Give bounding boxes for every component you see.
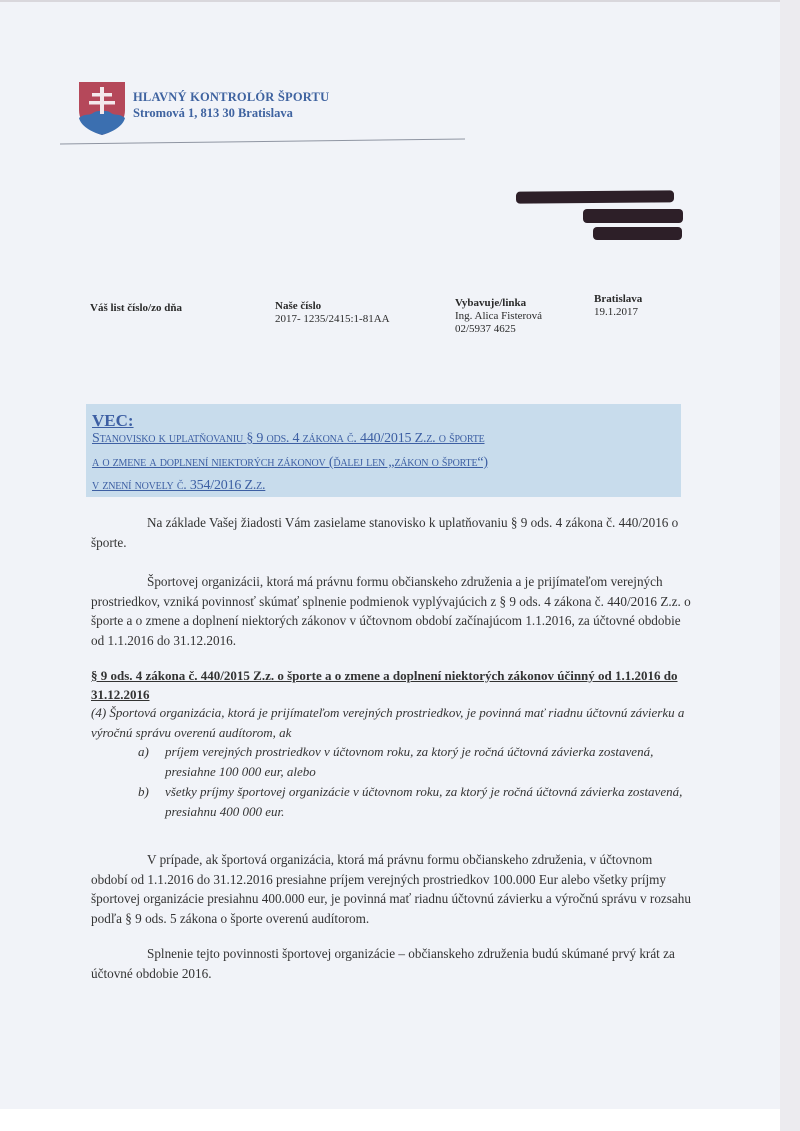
scan-edge-right [780,0,800,1131]
redacted-recipient-line-2 [583,209,683,223]
our-number-label: Naše číslo [275,300,322,312]
subject-line-2: a o zmene a doplnení niektorých zákonov (ďalej len „zákon o športe“) [92,455,488,470]
redacted-recipient-line-3 [593,227,682,240]
handled-by-label: Vybavuje/linka [455,297,527,309]
paragraph-conclusion: V prípade, ak športová organizácia, ktorá má právnu formu občianskeho združenia, v účtovnom období od 1.1.2016 do 31.12.2016 presiahne príjem verejných prostriedkov 100.000 Eur alebo všetky príjmy športovej organizácie presiahnu 400.000 eur, je povinná mať riadnu účtovnú závierku a výročnú správu v rozsahu podľa § 9 ods. 5 zákona o športe overenú audítorom. [91,852,691,926]
law-text: (4) Športová organizácia, ktorá je prijímateľom verejných prostriedkov, je povinná mať riadnu účtovnú závierku a výročnú správu overenú audítorom, ak [91,705,685,740]
our-number-block [275,300,390,326]
document-page [0,2,780,1109]
place-date-block [594,293,642,319]
place-label: Bratislava [594,293,643,305]
law-item-a [138,742,685,781]
header-divider [60,136,465,146]
redacted-recipient-line-1 [516,190,674,203]
paragraph-obligation: Športovej organizácii, ktorá má právnu formu občianskeho združenia a je prijímateľom verejných prostriedkov, vzniká povinnosť skúmať splnenie podmienok vyplývajúcich z § 9 ods. 4 zákona č. 440/2016 Z.z. o športe a o zmene a doplnení niektorých zákonov v účtovnom období začínajúcom 1.1.2016, za účtovné obdobie od 1.1.2016 do 31.12.2016. [91,574,691,648]
your-letter-label: Váš list číslo/zo dňa [90,302,182,314]
subject-line-1: Stanovisko k uplatňovaniu § 9 ods. 4 zákona č. 440/2015 Z.z. o športe [92,431,485,446]
handled-by-phone: 02/5937 4625 [455,323,516,335]
slovak-coat-of-arms-icon [77,80,127,136]
subject-line-3: v znení novely č. 354/2016 Z.z. [92,478,266,493]
law-item-text: príjem verejných prostriedkov v účtovnom roku, za ktorý je ročná účtovná závierka zostavená, presiahne 100 000 eur, alebo [165,744,654,779]
subject-title: VEC: [92,411,134,430]
law-item-text: všetky príjmy športovej organizácie v účtovnom roku, za ktorý je ročná účtovná závierka zostavená, presiahnu 400 000 eur. [165,784,683,819]
handled-by-name: Ing. Alica Fisterová [455,310,543,322]
letter-date: 19.1.2017 [594,306,638,318]
our-number-value: 2017- 1235/2415:1-81AA [275,313,390,325]
handled-by-block [455,297,542,336]
paragraph-request: Na základe Vašej žiadosti Vám zasielame stanovisko k uplatňovaniu § 9 ods. 4 zákona č. 440/2016 o športe. [91,515,679,550]
law-heading: § 9 ods. 4 zákona č. 440/2015 Z.z. o športe a o zmene a doplnení niektorých zákonov účinný od 1.1.2016 do 31.12.2016 [91,668,678,702]
list-marker: b) [138,784,149,799]
law-item-b [138,782,685,821]
list-marker: a) [138,744,149,759]
organization-address: Stromová 1, 813 30 Bratislava [133,106,293,120]
paragraph-first-year: Splnenie tejto povinnosti športovej organizácie – občianskeho združenia budú skúmané prvý krát za účtovné obdobie 2016. [91,946,675,981]
organization-name: HLAVNÝ KONTROLÓR ŠPORTU [133,90,330,104]
